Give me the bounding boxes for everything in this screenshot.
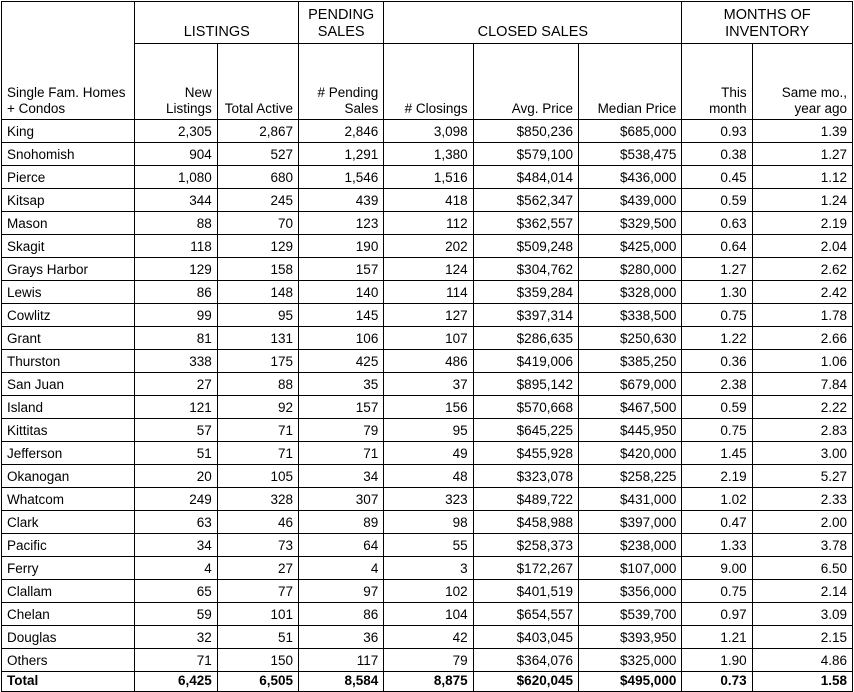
cell-value: $325,000 — [578, 649, 681, 672]
group-header-listings: LISTINGS — [135, 2, 299, 44]
cell-value: 2.66 — [752, 327, 852, 350]
cell-value: $445,950 — [578, 419, 681, 442]
cell-total: 1.58 — [752, 672, 852, 692]
cell-value: $455,928 — [473, 442, 578, 465]
cell-value: 105 — [217, 465, 298, 488]
cell-value: 9.00 — [682, 557, 752, 580]
row-label: Skagit — [2, 235, 135, 258]
cell-value: $685,000 — [578, 120, 681, 143]
cell-value: $323,078 — [473, 465, 578, 488]
cell-value: 95 — [217, 304, 298, 327]
cell-value: 0.97 — [682, 603, 752, 626]
cell-value: 71 — [135, 649, 217, 672]
column-header-new-listings: New Listings — [135, 44, 217, 120]
cell-value: 131 — [217, 327, 298, 350]
cell-total: 8,875 — [384, 672, 473, 692]
cell-value: 73 — [217, 534, 298, 557]
market-statistics-table — [1, 1, 853, 692]
cell-value: 0.63 — [682, 212, 752, 235]
cell-value: 156 — [384, 396, 473, 419]
table-row — [2, 534, 853, 557]
cell-value: 2.83 — [752, 419, 852, 442]
cell-value: 1.06 — [752, 350, 852, 373]
cell-value: 89 — [299, 511, 384, 534]
cell-value: 101 — [217, 603, 298, 626]
cell-value: 158 — [217, 258, 298, 281]
cell-value: 99 — [135, 304, 217, 327]
row-label: Cowlitz — [2, 304, 135, 327]
cell-value: $329,500 — [578, 212, 681, 235]
table-total-row — [2, 672, 853, 692]
cell-value: 2.19 — [682, 465, 752, 488]
group-header-row — [2, 2, 853, 44]
row-label: Others — [2, 649, 135, 672]
cell-value: 107 — [384, 327, 473, 350]
cell-value: 79 — [384, 649, 473, 672]
cell-value: 129 — [217, 235, 298, 258]
cell-value: 71 — [299, 442, 384, 465]
cell-value: 77 — [217, 580, 298, 603]
cell-value: 1.12 — [752, 166, 852, 189]
column-header-closings-count: # Closings — [384, 44, 473, 120]
cell-value: $538,475 — [578, 143, 681, 166]
row-label: San Juan — [2, 373, 135, 396]
cell-value: 86 — [299, 603, 384, 626]
cell-value: 97 — [299, 580, 384, 603]
cell-value: 57 — [135, 419, 217, 442]
cell-value: 680 — [217, 166, 298, 189]
cell-value: 5.27 — [752, 465, 852, 488]
row-label: Chelan — [2, 603, 135, 626]
cell-value: $238,000 — [578, 534, 681, 557]
cell-value: $107,000 — [578, 557, 681, 580]
table-corner-label: Single Fam. Homes + Condos — [2, 2, 135, 120]
cell-total: 8,584 — [299, 672, 384, 692]
row-label: Kitsap — [2, 189, 135, 212]
cell-value: 64 — [299, 534, 384, 557]
cell-value: 65 — [135, 580, 217, 603]
table-row — [2, 580, 853, 603]
cell-value: 140 — [299, 281, 384, 304]
cell-value: 2,305 — [135, 120, 217, 143]
table-row — [2, 166, 853, 189]
cell-value: 37 — [384, 373, 473, 396]
row-label: Grays Harbor — [2, 258, 135, 281]
table-row — [2, 258, 853, 281]
cell-value: 157 — [299, 396, 384, 419]
cell-value: $359,284 — [473, 281, 578, 304]
cell-value: 4 — [135, 557, 217, 580]
cell-value: 49 — [384, 442, 473, 465]
table-row — [2, 649, 853, 672]
cell-value: $364,076 — [473, 649, 578, 672]
cell-value: 95 — [384, 419, 473, 442]
cell-value: 63 — [135, 511, 217, 534]
cell-value: 71 — [217, 442, 298, 465]
table-row — [2, 281, 853, 304]
cell-value: 1.27 — [752, 143, 852, 166]
table-row — [2, 511, 853, 534]
cell-value: $895,142 — [473, 373, 578, 396]
table-row — [2, 304, 853, 327]
cell-value: 20 — [135, 465, 217, 488]
cell-value: $420,000 — [578, 442, 681, 465]
column-header-median-price: Median Price — [578, 44, 681, 120]
cell-value: 1,546 — [299, 166, 384, 189]
row-label: Okanogan — [2, 465, 135, 488]
table-row — [2, 488, 853, 511]
cell-value: 4 — [299, 557, 384, 580]
table-row — [2, 350, 853, 373]
cell-value: $654,557 — [473, 603, 578, 626]
cell-value: 190 — [299, 235, 384, 258]
cell-value: 1,080 — [135, 166, 217, 189]
cell-value: $425,000 — [578, 235, 681, 258]
cell-value: 2.00 — [752, 511, 852, 534]
cell-value: 59 — [135, 603, 217, 626]
cell-value: 175 — [217, 350, 298, 373]
row-label: Kittitas — [2, 419, 135, 442]
column-header-same-month-year-ago: Same mo., year ago — [752, 44, 852, 120]
cell-value: 150 — [217, 649, 298, 672]
cell-value: $328,000 — [578, 281, 681, 304]
cell-value: 35 — [299, 373, 384, 396]
table-row — [2, 442, 853, 465]
row-label: Snohomish — [2, 143, 135, 166]
cell-value: 3.78 — [752, 534, 852, 557]
cell-value: 2.42 — [752, 281, 852, 304]
cell-value: 344 — [135, 189, 217, 212]
row-label: Ferry — [2, 557, 135, 580]
cell-value: $436,000 — [578, 166, 681, 189]
row-label: Whatcom — [2, 488, 135, 511]
cell-value: 102 — [384, 580, 473, 603]
row-label: Pierce — [2, 166, 135, 189]
cell-total: 6,425 — [135, 672, 217, 692]
cell-value: 2.19 — [752, 212, 852, 235]
cell-value: 307 — [299, 488, 384, 511]
cell-value: 32 — [135, 626, 217, 649]
cell-value: $439,000 — [578, 189, 681, 212]
cell-value: 245 — [217, 189, 298, 212]
cell-value: $250,630 — [578, 327, 681, 350]
total-row-label: Total — [2, 672, 135, 692]
cell-value: $286,635 — [473, 327, 578, 350]
cell-value: 0.75 — [682, 419, 752, 442]
cell-value: 148 — [217, 281, 298, 304]
cell-value: $645,225 — [473, 419, 578, 442]
cell-value: $258,373 — [473, 534, 578, 557]
table-head — [2, 2, 853, 120]
cell-value: 104 — [384, 603, 473, 626]
cell-value: 34 — [135, 534, 217, 557]
cell-value: 36 — [299, 626, 384, 649]
group-header-pending-sales: PENDING SALES — [299, 2, 384, 44]
cell-value: 3 — [384, 557, 473, 580]
cell-value: 46 — [217, 511, 298, 534]
cell-value: $280,000 — [578, 258, 681, 281]
cell-value: $489,722 — [473, 488, 578, 511]
cell-value: 1,291 — [299, 143, 384, 166]
cell-value: 1.24 — [752, 189, 852, 212]
cell-value: $403,045 — [473, 626, 578, 649]
cell-value: $850,236 — [473, 120, 578, 143]
cell-value: 1.78 — [752, 304, 852, 327]
cell-value: 3.09 — [752, 603, 852, 626]
cell-value: 1.27 — [682, 258, 752, 281]
cell-value: 439 — [299, 189, 384, 212]
cell-value: 0.75 — [682, 304, 752, 327]
row-label: Jefferson — [2, 442, 135, 465]
row-label: Clallam — [2, 580, 135, 603]
cell-value: 51 — [217, 626, 298, 649]
column-header-total-active: Total Active — [217, 44, 298, 120]
cell-value: $562,347 — [473, 189, 578, 212]
table-row — [2, 603, 853, 626]
cell-value: 0.64 — [682, 235, 752, 258]
cell-value: 904 — [135, 143, 217, 166]
table-row — [2, 189, 853, 212]
cell-value: $172,267 — [473, 557, 578, 580]
cell-value: 27 — [217, 557, 298, 580]
cell-value: 3.00 — [752, 442, 852, 465]
table-row — [2, 419, 853, 442]
row-label: Pacific — [2, 534, 135, 557]
cell-value: 6.50 — [752, 557, 852, 580]
cell-value: 0.59 — [682, 396, 752, 419]
column-header-avg-price: Avg. Price — [473, 44, 578, 120]
cell-value: 1.21 — [682, 626, 752, 649]
cell-value: 2,846 — [299, 120, 384, 143]
cell-value: 338 — [135, 350, 217, 373]
cell-value: 2.14 — [752, 580, 852, 603]
cell-value: 81 — [135, 327, 217, 350]
row-label: Clark — [2, 511, 135, 534]
cell-value: $467,500 — [578, 396, 681, 419]
cell-value: $397,314 — [473, 304, 578, 327]
table-row — [2, 396, 853, 419]
cell-value: 2.15 — [752, 626, 852, 649]
table-row — [2, 143, 853, 166]
cell-value: 0.38 — [682, 143, 752, 166]
cell-value: 1.22 — [682, 327, 752, 350]
table-row — [2, 212, 853, 235]
cell-value: 1.30 — [682, 281, 752, 304]
cell-value: 527 — [217, 143, 298, 166]
cell-value: 42 — [384, 626, 473, 649]
cell-value: 486 — [384, 350, 473, 373]
cell-value: $509,248 — [473, 235, 578, 258]
cell-value: $570,668 — [473, 396, 578, 419]
column-header-this-month: This month — [682, 44, 752, 120]
cell-value: 114 — [384, 281, 473, 304]
cell-value: 0.36 — [682, 350, 752, 373]
cell-value: 7.84 — [752, 373, 852, 396]
cell-value: 55 — [384, 534, 473, 557]
cell-value: 2.33 — [752, 488, 852, 511]
cell-value: 1.45 — [682, 442, 752, 465]
cell-value: 202 — [384, 235, 473, 258]
row-label: King — [2, 120, 135, 143]
cell-value: 2,867 — [217, 120, 298, 143]
cell-value: $338,500 — [578, 304, 681, 327]
cell-value: $431,000 — [578, 488, 681, 511]
statistics-sheet — [0, 1, 854, 688]
cell-value: $484,014 — [473, 166, 578, 189]
cell-value: 145 — [299, 304, 384, 327]
cell-value: 0.75 — [682, 580, 752, 603]
cell-value: 70 — [217, 212, 298, 235]
cell-value: 425 — [299, 350, 384, 373]
cell-value: 2.38 — [682, 373, 752, 396]
table-row — [2, 327, 853, 350]
cell-value: 2.04 — [752, 235, 852, 258]
cell-value: $397,000 — [578, 511, 681, 534]
cell-total: $620,045 — [473, 672, 578, 692]
cell-value: 88 — [217, 373, 298, 396]
cell-value: 1,380 — [384, 143, 473, 166]
cell-value: 1.90 — [682, 649, 752, 672]
group-header-months-of-inventory: MONTHS OF INVENTORY — [682, 2, 853, 44]
cell-value: 418 — [384, 189, 473, 212]
cell-value: 106 — [299, 327, 384, 350]
cell-value: 27 — [135, 373, 217, 396]
cell-value: 249 — [135, 488, 217, 511]
row-label: Thurston — [2, 350, 135, 373]
cell-total: 0.73 — [682, 672, 752, 692]
row-label: Lewis — [2, 281, 135, 304]
cell-value: 1,516 — [384, 166, 473, 189]
table-row — [2, 626, 853, 649]
cell-value: 51 — [135, 442, 217, 465]
cell-value: $356,000 — [578, 580, 681, 603]
cell-value: $362,557 — [473, 212, 578, 235]
row-label: Grant — [2, 327, 135, 350]
cell-value: 0.59 — [682, 189, 752, 212]
cell-value: $385,250 — [578, 350, 681, 373]
cell-value: 92 — [217, 396, 298, 419]
cell-value: $419,006 — [473, 350, 578, 373]
cell-value: 1.39 — [752, 120, 852, 143]
cell-value: 328 — [217, 488, 298, 511]
cell-value: $393,950 — [578, 626, 681, 649]
cell-value: 0.47 — [682, 511, 752, 534]
row-label: Douglas — [2, 626, 135, 649]
cell-value: $458,988 — [473, 511, 578, 534]
cell-value: 79 — [299, 419, 384, 442]
cell-value: 1.33 — [682, 534, 752, 557]
cell-value: 98 — [384, 511, 473, 534]
cell-value: 0.45 — [682, 166, 752, 189]
cell-value: 48 — [384, 465, 473, 488]
cell-value: 157 — [299, 258, 384, 281]
cell-value: 4.86 — [752, 649, 852, 672]
table-row — [2, 120, 853, 143]
cell-value: 3,098 — [384, 120, 473, 143]
cell-value: 1.02 — [682, 488, 752, 511]
cell-value: 123 — [299, 212, 384, 235]
cell-value: $258,225 — [578, 465, 681, 488]
cell-value: 121 — [135, 396, 217, 419]
cell-value: 86 — [135, 281, 217, 304]
cell-total: $495,000 — [578, 672, 681, 692]
table-row — [2, 465, 853, 488]
cell-value: 2.62 — [752, 258, 852, 281]
cell-value: 2.22 — [752, 396, 852, 419]
cell-total: 6,505 — [217, 672, 298, 692]
cell-value: 71 — [217, 419, 298, 442]
cell-value: $539,700 — [578, 603, 681, 626]
cell-value: 0.93 — [682, 120, 752, 143]
cell-value: $579,100 — [473, 143, 578, 166]
column-header-pending-sales-count: # Pending Sales — [299, 44, 384, 120]
cell-value: 127 — [384, 304, 473, 327]
table-row — [2, 373, 853, 396]
cell-value: 118 — [135, 235, 217, 258]
cell-value: 112 — [384, 212, 473, 235]
row-label: Island — [2, 396, 135, 419]
table-row — [2, 557, 853, 580]
cell-value: $679,000 — [578, 373, 681, 396]
cell-value: 88 — [135, 212, 217, 235]
table-body — [2, 120, 853, 692]
cell-value: 129 — [135, 258, 217, 281]
cell-value: $401,519 — [473, 580, 578, 603]
table-row — [2, 235, 853, 258]
cell-value: $304,762 — [473, 258, 578, 281]
cell-value: 117 — [299, 649, 384, 672]
cell-value: 34 — [299, 465, 384, 488]
cell-value: 323 — [384, 488, 473, 511]
group-header-closed-sales: CLOSED SALES — [384, 2, 682, 44]
cell-value: 124 — [384, 258, 473, 281]
row-label: Mason — [2, 212, 135, 235]
